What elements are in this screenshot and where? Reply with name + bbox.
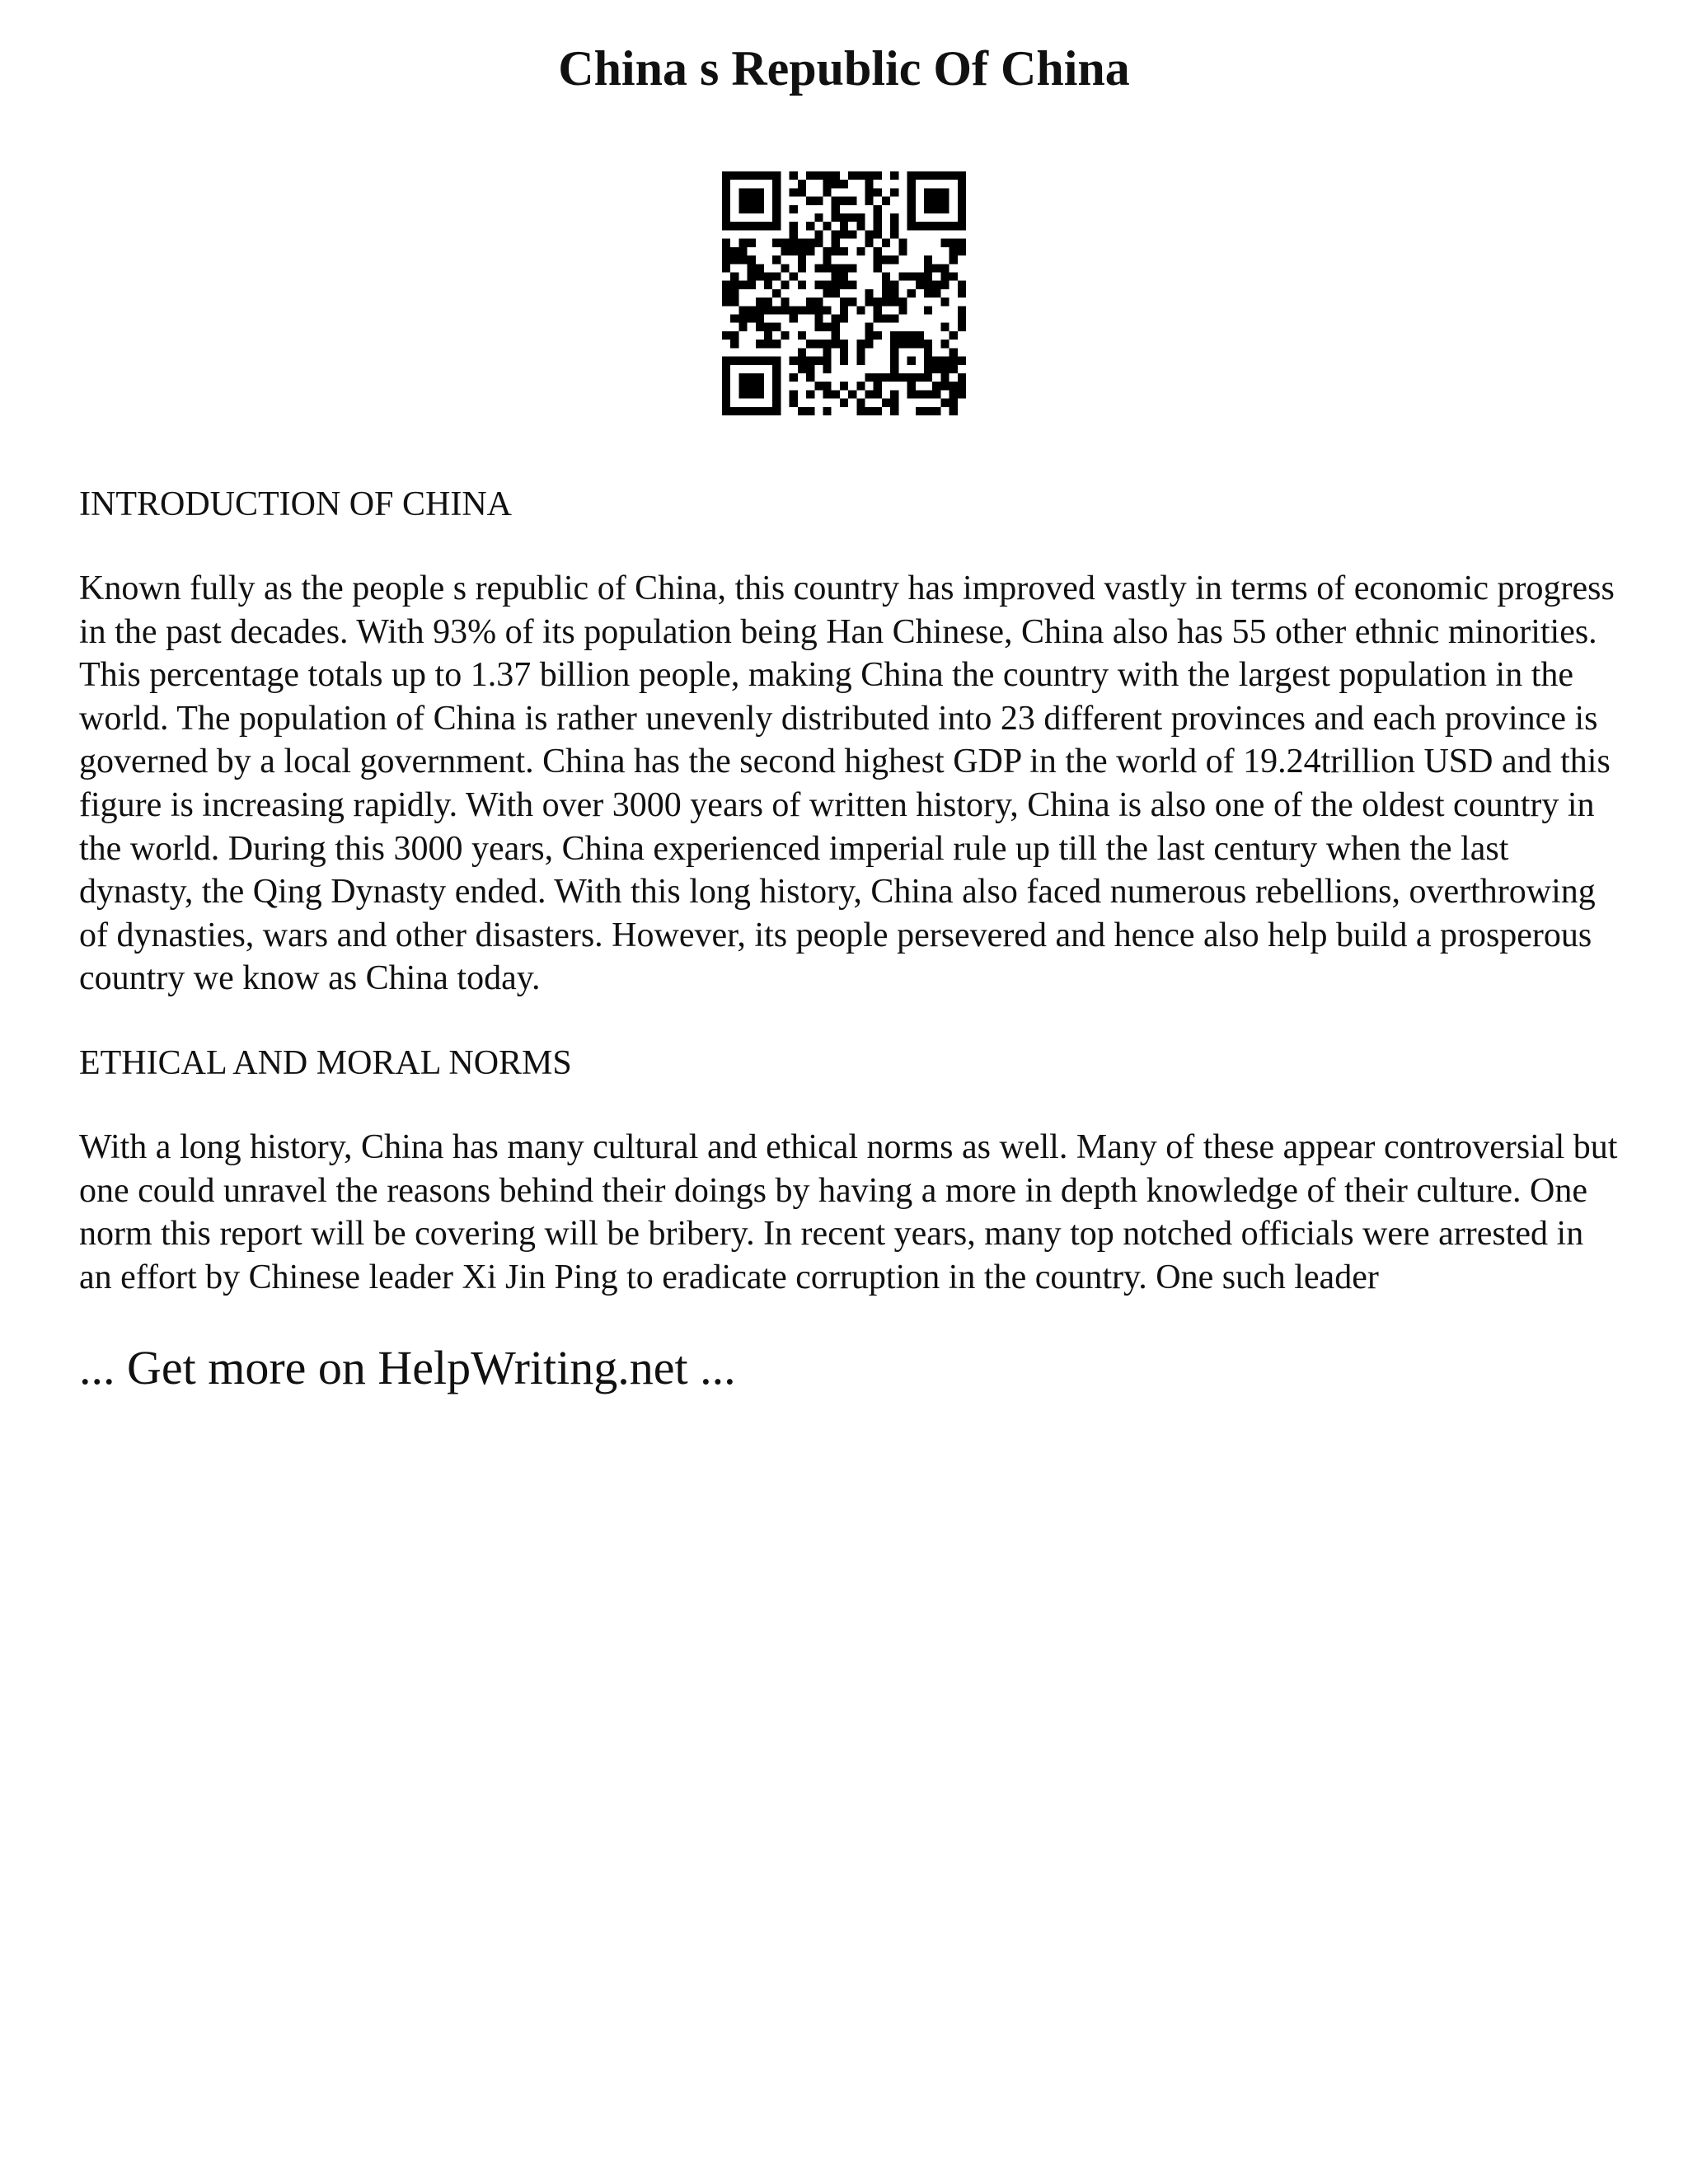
- section-heading-introduction: INTRODUCTION OF CHINA: [79, 485, 512, 523]
- qr-code-icon: [722, 171, 966, 415]
- get-more-link[interactable]: ... Get more on HelpWriting.net ...: [79, 1341, 736, 1395]
- document-body: [79, 483, 1620, 1396]
- section-body-ethical-norms: With a long history, China has many cultural and ethical norms as well. Many of these appear controversial but one could unravel the reasons behind their doings by having a more in depth knowledge of their culture. One norm this report will be covering will be bribery. In recent years, many top notched officials were arrested in an effort by Chinese leader Xi Jin Ping to eradicate corruption in the country. One such leader: [79, 1127, 1618, 1296]
- section-body-introduction: Known fully as the people s republic of China, this country has improved vastly in terms of economic progress in the past decades. With 93% of its population being Han Chinese, China also has 55 other ethnic minorities. This percentage totals up to 1.37 billion people, making China the country with the largest population in the world. The population of China is rather unevenly distributed into 23 different provinces and each province is governed by a local government. China has the second highest GDP in the world of 19.24trillion USD and this figure is increasing rapidly. With over 3000 years of written history, China is also one of the oldest country in the world. During this 3000 years, China experienced imperial rule up till the last century when the last dynasty, the Qing Dynasty ended. With this long history, China also faced numerous rebellions, overthrowing of dynasties, wars and other disasters. However, its people persevered and hence also help build a prosperous country we know as China today.: [79, 569, 1615, 998]
- page-title: China s Republic Of China: [558, 41, 1130, 96]
- section-heading-ethical-norms: ETHICAL AND MORAL NORMS: [79, 1043, 572, 1082]
